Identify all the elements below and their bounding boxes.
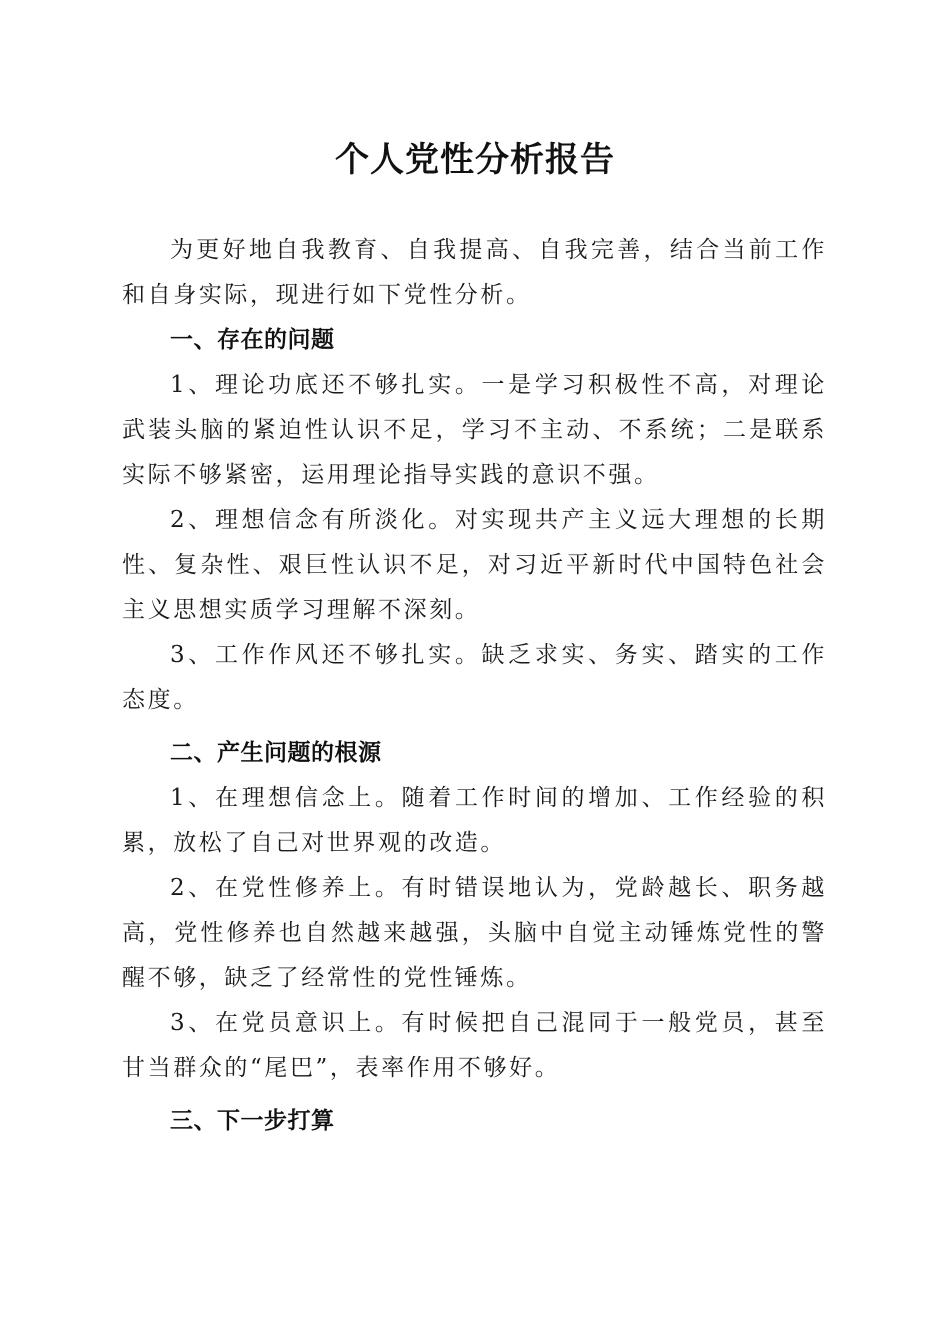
problem-paragraph-1: 1、理论功底还不够扎实。一是学习积极性不高，对理论武装头脑的紧迫性认识不足，学习不主动、不系统；二是联系实际不够紧密，运用理论指导实践的意识不强。 <box>122 372 827 488</box>
section-heading-root-causes: 二、产生问题的根源 <box>170 740 382 766</box>
document-title: 个人党性分析报告 <box>335 140 615 180</box>
cause-paragraph-3: 3、在党员意识上。有时候把自己混同于一般党员，甚至甘当群众的“尾巴”，表率作用不够好。 <box>122 1010 827 1081</box>
problem-paragraph-2: 2、理想信念有所淡化。对实现共产主义远大理想的长期性、复杂性、艰巨性认识不足，对习近平新时代中国特色社会主义思想实质学习理解不深刻。 <box>122 507 827 623</box>
cause-paragraph-1: 1、在理想信念上。随着工作时间的增加、工作经验的积累，放松了自己对世界观的改造。 <box>122 785 827 856</box>
intro-paragraph: 为更好地自我教育、自我提高、自我完善，结合当前工作和自身实际，现进行如下党性分析。 <box>122 237 827 308</box>
problem-paragraph-3: 3、工作作风还不够扎实。缺乏求实、务实、踏实的工作态度。 <box>122 642 827 713</box>
section-heading-next-steps: 三、下一步打算 <box>170 1108 335 1134</box>
section-heading-problems: 一、存在的问题 <box>170 327 335 353</box>
cause-paragraph-2: 2、在党性修养上。有时错误地认为，党龄越长、职务越高，党性修养也自然越来越强，头脑中自觉主动锤炼党性的警醒不够，缺乏了经常性的党性锤炼。 <box>122 875 827 991</box>
document-body <box>122 228 827 1144</box>
